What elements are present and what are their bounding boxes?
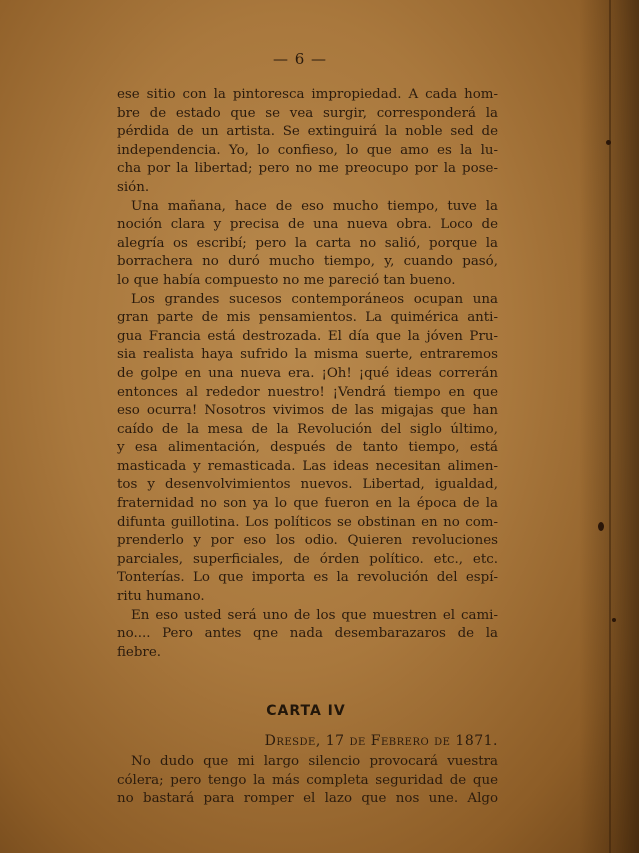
paper-speck — [598, 522, 604, 531]
text-line: eso ocurra! Nosotros vivimos de las migajas que han — [117, 403, 498, 419]
body-text-bottom — [117, 753, 498, 809]
text-line: masticada y remasticada. Las ideas necesitan alimen- — [117, 458, 498, 474]
text-line: sión. — [117, 179, 150, 195]
text-line: No dudo que mi largo silencio provocará vuestra — [131, 754, 498, 769]
letter-heading: CARTA IV — [266, 703, 346, 719]
text-line: parciales, superficiales, de órden político. etc., etc. — [117, 551, 498, 567]
text-line: noción clara y precisa de una nueva obra. Loco de — [117, 217, 498, 233]
text-line: En eso usted será uno de los que muestren el cami- — [131, 607, 498, 623]
text-line: cha por la libertad; pero no me preocupo por la pose- — [117, 161, 498, 177]
text-line: alegría os escribí; pero la carta no salió, porque la — [117, 235, 498, 251]
text-line: sia realista haya sufrido la misma suerte, entraremos — [117, 347, 498, 363]
text-line: fraternidad no son ya lo que fueron en la época de la — [117, 496, 498, 512]
text-line: independencia. Yo, lo confieso, lo que amo es la lu- — [117, 142, 498, 158]
letter-dateline: Dresde, 17 de Febrero de 1871. — [264, 733, 498, 749]
text-line: Los grandes sucesos contemporáneos ocupan una — [131, 291, 498, 307]
text-line: gran parte de mis pensamientos. La quimérica anti- — [117, 310, 498, 326]
text-line: ritu humano. — [117, 589, 205, 605]
text-line: ese sitio con la pintoresca impropiedad. A cada hom- — [117, 87, 498, 102]
text-line: de golpe en una nueva era. ¡Oh! ¡qué ideas correrán — [117, 365, 498, 381]
text-line: no bastará para romper el lazo que nos une. Algo — [117, 791, 498, 807]
page-fold — [609, 0, 611, 853]
text-line: Tonterías. Lo que importa es la revolución del espí- — [117, 570, 498, 586]
text-line: cólera; pero tengo la más completa seguridad de que — [117, 772, 498, 788]
text-line: gua Francia está destrozada. El día que la jóven Pru- — [117, 328, 498, 344]
text-line: pérdida de un artista. Se extinguirá la noble sed de — [117, 124, 498, 140]
page-number: — 6 — — [272, 50, 328, 68]
text-line: caído de la mesa de la Revolución del siglo último, — [117, 421, 498, 437]
text-line: lo que había compuesto no me pareció tan bueno. — [117, 272, 456, 288]
text-line: prenderlo y por eso los odio. Quieren revoluciones — [117, 533, 498, 549]
text-line: fiebre. — [117, 644, 162, 660]
paper-speck — [612, 618, 616, 622]
text-line: entonces al rededor nuestro! ¡Vendrá tiempo en que — [117, 384, 498, 400]
text-line: tos y desenvolvimientos nuevos. Libertad, igualdad, — [117, 477, 498, 493]
text-line: Una mañana, hace de eso mucho tiempo, tuve la — [131, 198, 498, 214]
paper-speck — [606, 140, 611, 145]
text-line: no.... Pero antes qne nada desembarazaros de la — [117, 626, 498, 642]
text-line: difunta guillotina. Los políticos se obstinan en no com- — [117, 514, 498, 530]
body-text-top — [117, 86, 498, 662]
text-line: borrachera no duró mucho tiempo, y, cuando pasó, — [117, 254, 498, 270]
text-line: bre de estado que se vea surgir, corresponderá la — [117, 105, 498, 121]
text-line: y esa alimentación, después de tanto tiempo, está — [117, 440, 498, 456]
